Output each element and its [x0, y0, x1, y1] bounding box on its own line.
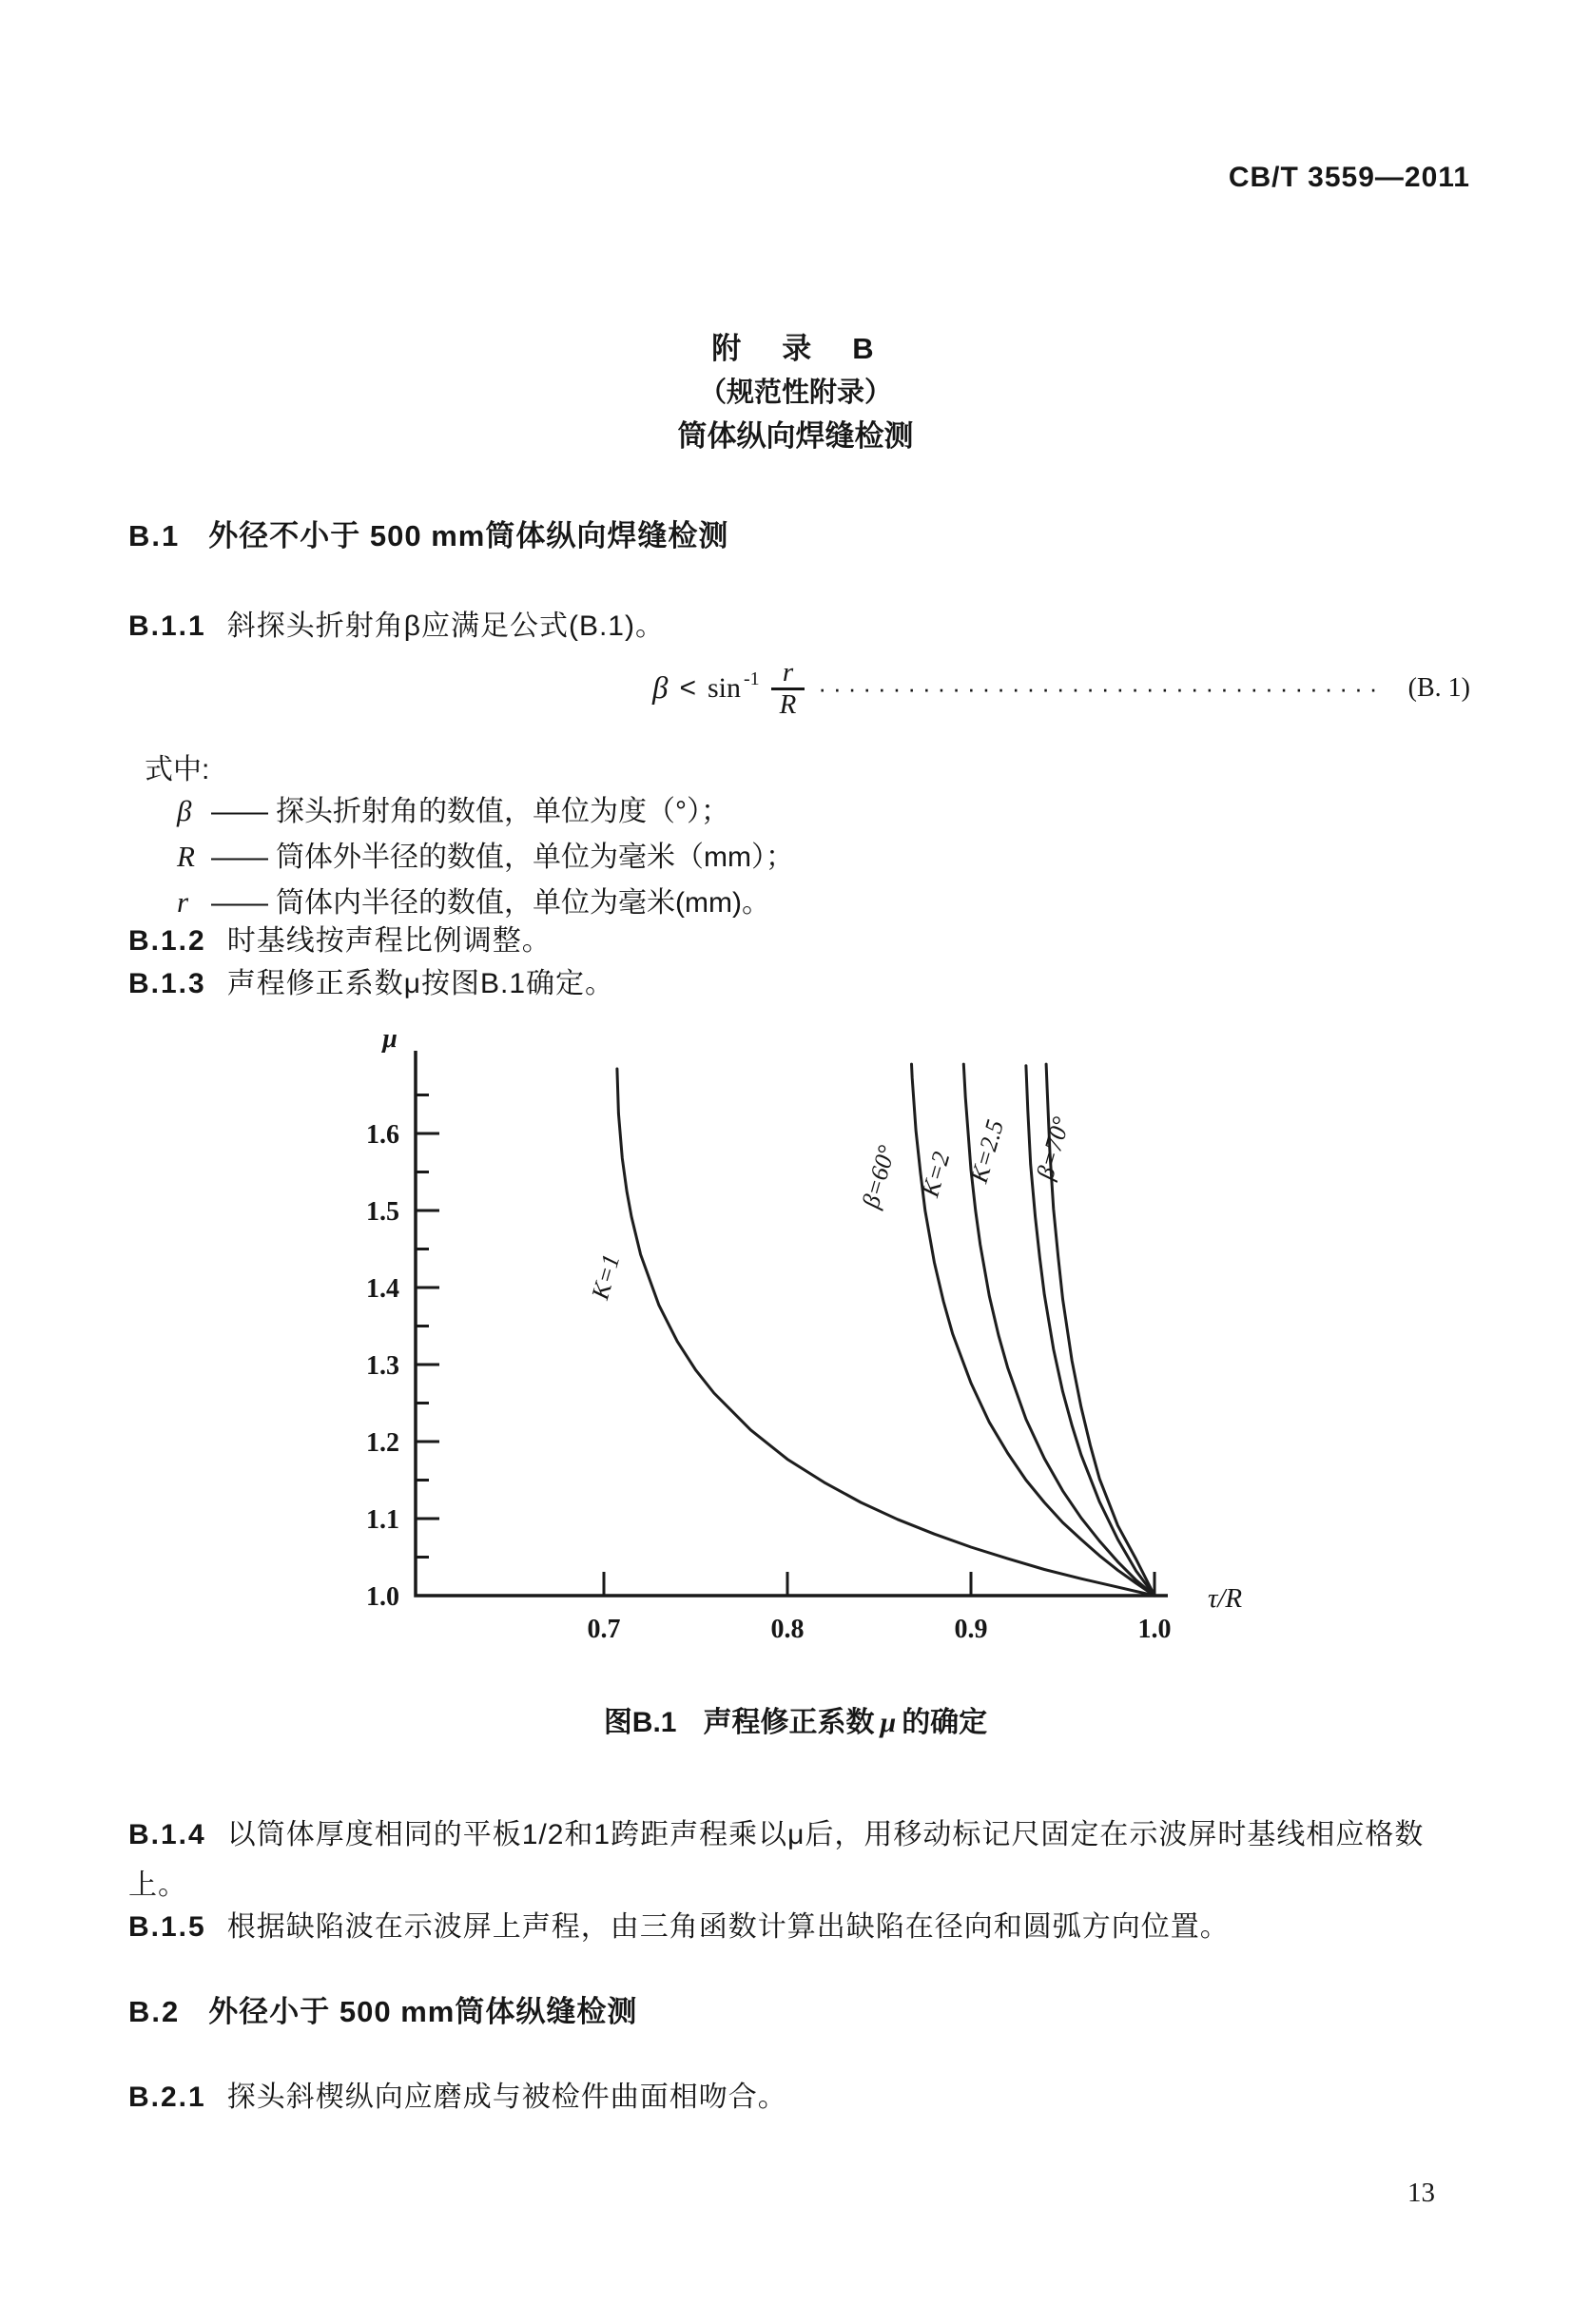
clause-b13	[128, 959, 614, 1001]
clause-b12-text: 时基线按声程比例调整。	[226, 925, 552, 957]
curve-β=60°	[912, 1064, 1155, 1596]
y-tick-label: 1.5	[366, 1197, 399, 1227]
figure-caption-mu: μ	[880, 1707, 897, 1738]
x-tick-label: 0.9	[954, 1615, 988, 1644]
figure-b1-caption	[0, 1698, 1591, 1740]
formula-fraction	[771, 658, 805, 719]
where-label: 式中:	[145, 754, 210, 785]
section-b2-heading	[128, 1987, 637, 2030]
page-number: 13	[1407, 2178, 1435, 2208]
y-tick-label: 1.6	[366, 1120, 399, 1150]
clause-b21-number: B.2.1	[128, 2082, 206, 2113]
formula-leader-dots: ······································	[818, 673, 1385, 703]
x-tick-label: 0.7	[587, 1615, 621, 1644]
x-tick-label: 0.8	[770, 1615, 805, 1644]
formula-less-than: <	[679, 672, 696, 704]
clause-b12-number: B.1.2	[128, 925, 206, 957]
where-item-r	[177, 879, 770, 920]
clause-b14	[128, 1810, 1460, 1910]
figure-caption-text1: 声程修正系数	[703, 1707, 875, 1738]
formula-b1	[652, 654, 1470, 723]
dash: ——	[211, 887, 268, 919]
appendix-subtitle: （规范性附录）	[698, 378, 892, 408]
clause-b15	[128, 1902, 1460, 1952]
figure-b1	[257, 1022, 1350, 1688]
clause-b11-number: B.1.1	[128, 610, 206, 642]
symbol-r: r	[177, 885, 189, 919]
curve-label-β=60°: β=60°	[856, 1142, 902, 1211]
clause-b11-text: 斜探头折射角β应满足公式(B.1)。	[226, 610, 665, 642]
symbol-R: R	[177, 840, 195, 873]
where-item-R	[177, 833, 794, 875]
symbol-beta: β	[177, 794, 192, 827]
curve-label-β=70°: β=70°	[1031, 1114, 1076, 1183]
dash: ——	[211, 842, 268, 873]
clause-b21-text: 探头斜楔纵向应磨成与被检件曲面相吻合。	[226, 2082, 787, 2113]
where-item-beta	[177, 787, 729, 829]
curve-label-K=2.5: K=2.5	[964, 1116, 1010, 1187]
figure-caption-label: 图B.1	[603, 1707, 677, 1738]
symbol-beta-description: 探头折射角的数值，单位为度（°）；	[276, 796, 729, 827]
formula-inverse-exponent: -1	[743, 668, 760, 689]
appendix-title-block	[0, 327, 1591, 458]
figure-caption-text2: 的确定	[902, 1707, 988, 1738]
clause-b13-text: 声程修正系数μ按图B.1确定。	[226, 968, 615, 999]
y-tick-label: 1.3	[366, 1351, 399, 1381]
section-b2-number: B.2	[128, 1995, 181, 2028]
section-b2-title: 外径小于 500 mm筒体纵缝检测	[208, 1995, 638, 2028]
y-tick-label: 1.4	[366, 1274, 399, 1304]
symbol-R-description: 筒体外半径的数值，单位为毫米（mm）；	[276, 842, 794, 873]
x-tick-label: 1.0	[1137, 1615, 1172, 1644]
section-b1-number: B.1	[128, 519, 181, 552]
section-b1-title: 外径不小于 500 mm筒体纵向焊缝检测	[208, 519, 729, 552]
y-axis-label: μ	[382, 1024, 398, 1054]
clause-b12	[128, 917, 552, 959]
formula-equation-number: (B. 1)	[1407, 673, 1470, 703]
clause-b11	[128, 602, 665, 644]
y-tick-label: 1.2	[366, 1428, 399, 1458]
formula-numerator: r	[782, 657, 794, 688]
symbol-r-description: 筒体内半径的数值，单位为毫米(mm)。	[276, 887, 770, 919]
y-tick-label: 1.1	[366, 1505, 399, 1535]
appendix-title: 附 录 B	[711, 332, 880, 365]
clause-b13-number: B.1.3	[128, 968, 206, 999]
clause-b21	[128, 2073, 787, 2115]
formula-sin: sin	[707, 672, 741, 704]
curve-label-K=1: K=1	[586, 1250, 626, 1303]
doc-code: CB/T 3559—2011	[1228, 162, 1470, 193]
formula-beta-symbol: β	[652, 670, 669, 706]
figure-b1-chart	[257, 1022, 1350, 1688]
clause-b15-number: B.1.5	[128, 1911, 206, 1943]
clause-b14-text: 以筒体厚度相同的平板1/2和1跨距声程乘以μ后，用移动标记尺固定在示波屏时基线相应格数上。	[128, 1819, 1425, 1901]
appendix-name: 筒体纵向焊缝检测	[677, 419, 914, 453]
x-axis-label: τ/R	[1208, 1583, 1243, 1614]
section-b1-heading	[128, 512, 728, 554]
curve-label-K=2: K=2	[916, 1149, 956, 1201]
clause-b14-number: B.1.4	[128, 1819, 206, 1850]
y-tick-label: 1.0	[366, 1582, 399, 1612]
clause-b15-text: 根据缺陷波在示波屏上声程，由三角函数计算出缺陷在径向和圆弧方向位置。	[226, 1911, 1230, 1943]
formula-denominator: R	[771, 688, 805, 719]
dash: ——	[211, 796, 268, 827]
